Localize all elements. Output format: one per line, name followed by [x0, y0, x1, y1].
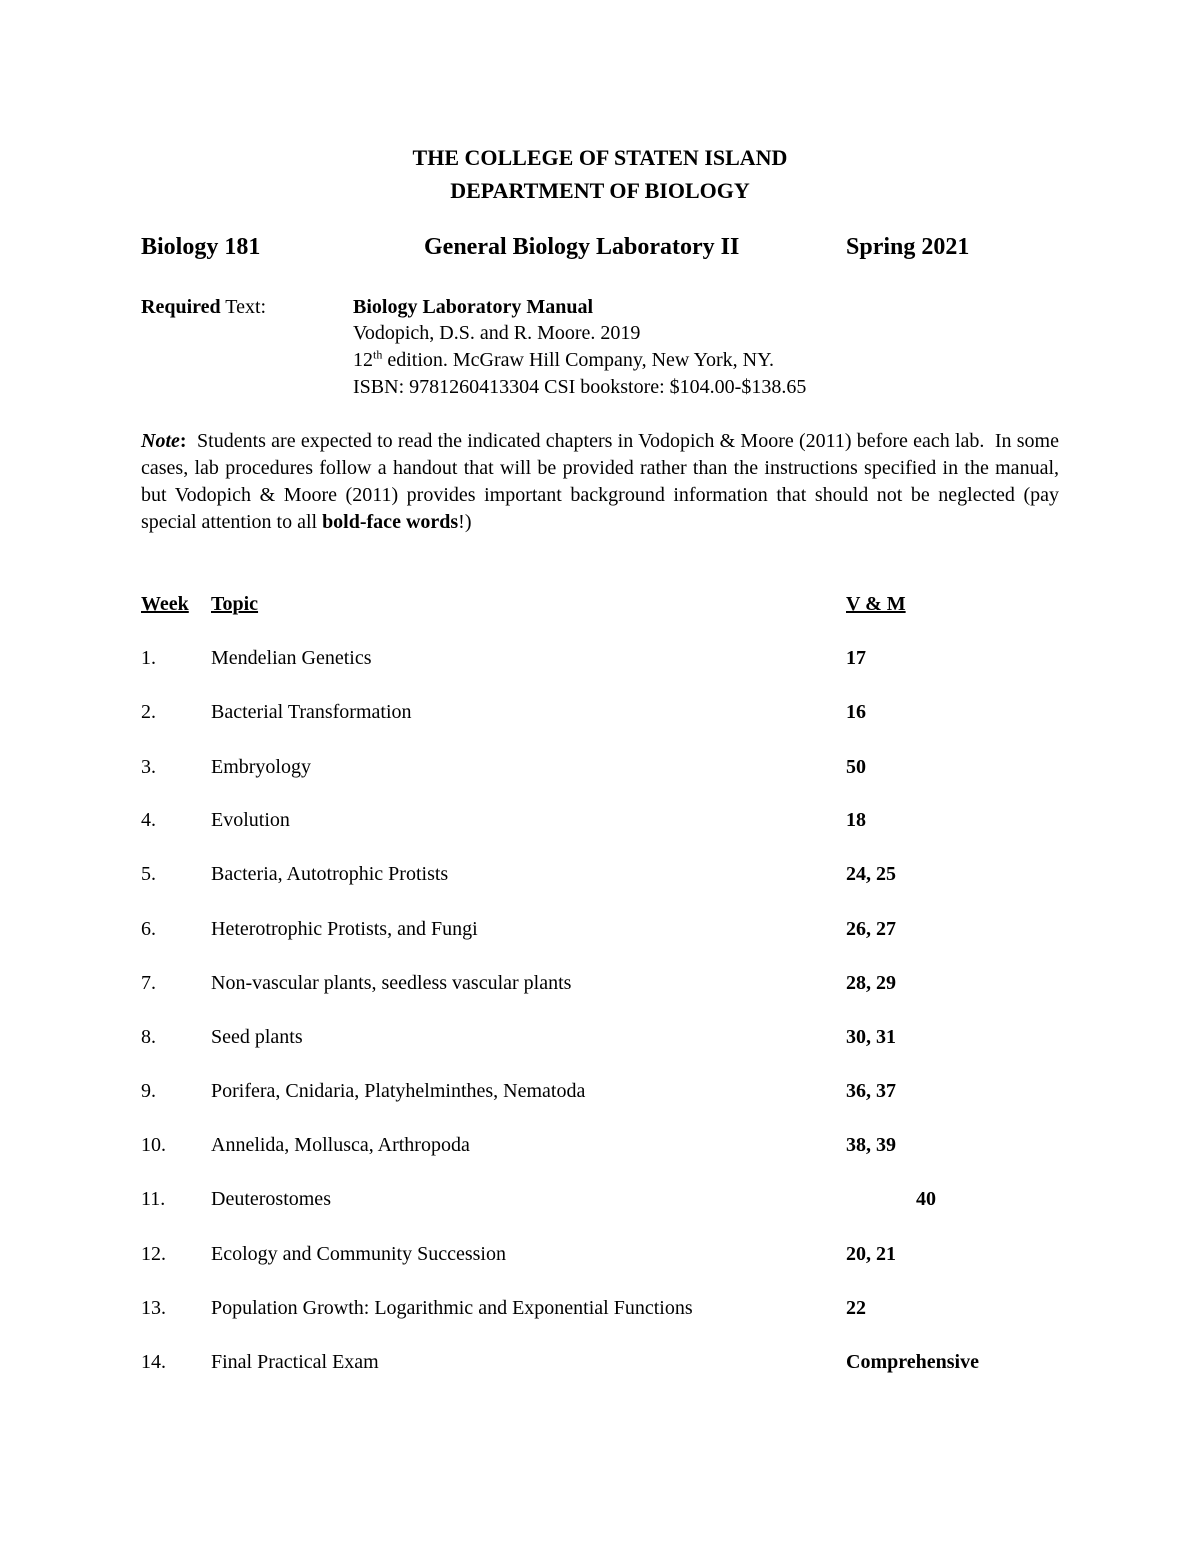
schedule-row [0, 646, 1200, 672]
topic: Embryology [211, 756, 311, 778]
note-colon: : [179, 430, 187, 452]
week-column-header: Week [141, 593, 189, 615]
week-number: 1. [141, 647, 156, 669]
chapters: 22 [846, 1297, 866, 1319]
chapters: 16 [846, 701, 866, 723]
required-label-bold: Required [141, 296, 221, 318]
week-number: 3. [141, 756, 156, 778]
schedule-row [0, 862, 1200, 888]
required-text-label [141, 295, 266, 319]
book-title: Biology Laboratory Manual [353, 296, 594, 318]
chapters: 26, 27 [846, 918, 896, 940]
college-name: THE COLLEGE OF STATEN ISLAND [412, 145, 788, 170]
week-number: 10. [141, 1134, 166, 1156]
course-number: Biology 181 [141, 234, 261, 260]
week-number: 12. [141, 1243, 166, 1265]
topic-column-header: Topic [211, 593, 259, 615]
topic: Population Growth: Logarithmic and Exponential Functions [211, 1297, 693, 1319]
week-number: 9. [141, 1080, 156, 1102]
week-number: 11. [141, 1188, 166, 1210]
schedule-row [0, 1350, 1200, 1376]
chapters: 28, 29 [846, 972, 896, 994]
book-isbn: ISBN: 9781260413304 CSI bookstore: $104.00-$138.65 [353, 376, 807, 398]
chapters: 18 [846, 809, 866, 831]
topic: Porifera, Cnidaria, Platyhelminthes, Nematoda [211, 1080, 586, 1102]
week-number: 7. [141, 972, 156, 994]
edition-superscript: th [373, 347, 383, 362]
week-number: 2. [141, 701, 156, 723]
schedule-row [0, 1133, 1200, 1159]
schedule-row [0, 971, 1200, 997]
chapters: 36, 37 [846, 1080, 896, 1102]
note-bold-words: bold-face words [322, 511, 459, 533]
week-number: 8. [141, 1026, 156, 1048]
week-number: 14. [141, 1351, 166, 1373]
topic: Evolution [211, 809, 290, 831]
topic: Non-vascular plants, seedless vascular plants [211, 972, 572, 994]
week-number: 6. [141, 918, 156, 940]
edition-number: 12 [353, 349, 373, 371]
chapters: 38, 39 [846, 1134, 896, 1156]
schedule-row [0, 755, 1200, 781]
note-paragraph [141, 428, 1064, 536]
course-term: Spring 2021 [846, 234, 970, 260]
schedule-row [0, 1242, 1200, 1268]
schedule-row [0, 808, 1200, 834]
chapters: 24, 25 [846, 863, 896, 885]
topic: Deuterostomes [211, 1188, 331, 1210]
schedule-row [0, 1025, 1200, 1051]
note-ending: !) [458, 511, 472, 533]
schedule-row [0, 700, 1200, 726]
topic: Ecology and Community Succession [211, 1243, 506, 1265]
course-title: General Biology Laboratory II [424, 234, 740, 260]
chapters: 30, 31 [846, 1026, 896, 1048]
schedule-row [0, 1296, 1200, 1322]
schedule-row [0, 1187, 1200, 1213]
chapters: 17 [846, 647, 866, 669]
note-text: Students are expected to read the indicated chapters in Vodopich & Moore (2011) before each lab. In some cases, lab procedures follow a handout that will be provided rather than the instructions specified in the manual, but Vodopich & Moore (2011) provides important background information that should not be neglected (pay special attention to all [141, 430, 1064, 533]
topic: Bacteria, Autotrophic Protists [211, 863, 449, 885]
note-label: Note [141, 430, 180, 452]
schedule-row [0, 1079, 1200, 1105]
topic: Seed plants [211, 1026, 303, 1048]
chapters-column-header: V & M [846, 593, 906, 615]
topic: Heterotrophic Protists, and Fungi [211, 918, 478, 940]
topic: Bacterial Transformation [211, 701, 412, 723]
week-number: 13. [141, 1297, 166, 1319]
week-number: 5. [141, 863, 156, 885]
chapters: Comprehensive [846, 1351, 979, 1373]
topic: Final Practical Exam [211, 1351, 379, 1373]
week-number: 4. [141, 809, 156, 831]
department-name: DEPARTMENT OF BIOLOGY [450, 178, 750, 203]
topic: Mendelian Genetics [211, 647, 372, 669]
topic: Annelida, Mollusca, Arthropoda [211, 1134, 470, 1156]
chapters: 50 [846, 756, 866, 778]
required-label-rest: Text: [220, 296, 267, 318]
book-authors: Vodopich, D.S. and R. Moore. 2019 [353, 322, 641, 344]
chapters: 20, 21 [846, 1243, 896, 1265]
schedule-row [0, 917, 1200, 943]
chapters: 40 [916, 1188, 936, 1210]
book-edition [353, 348, 774, 372]
edition-publisher: edition. McGraw Hill Company, New York, NY. [382, 349, 774, 371]
